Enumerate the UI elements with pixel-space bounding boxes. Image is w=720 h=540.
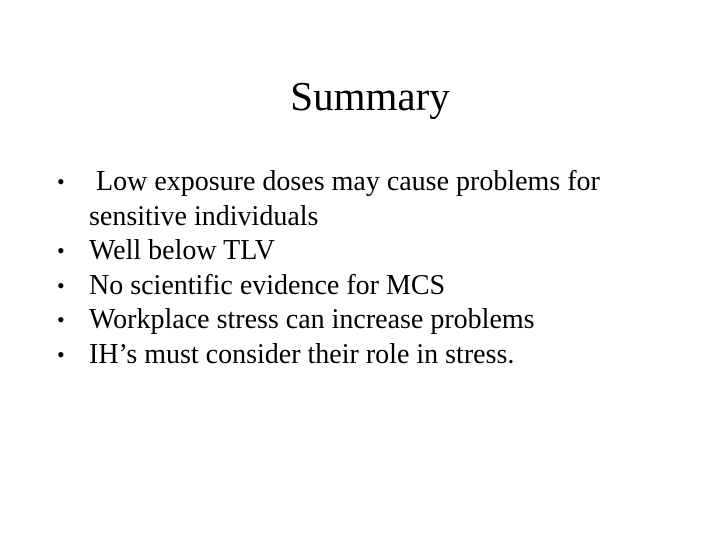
bullet-item: [0, 234, 720, 269]
bullet-item: [0, 165, 720, 234]
slide-title: Summary: [290, 73, 450, 119]
bullet-text: Workplace stress can increase problems: [89, 304, 535, 335]
bullet-item: [0, 338, 720, 373]
bullet-text: Well below TLV: [89, 235, 275, 266]
bullet-item: [0, 303, 720, 338]
bullet-icon: •: [57, 169, 65, 194]
bullet-icon: •: [57, 272, 65, 298]
bullet-text: No scientific evidence for MCS: [89, 269, 446, 301]
bullet-icon: •: [57, 307, 65, 332]
bullet-text: Low exposure doses may cause problems for sensitive individuals: [89, 166, 607, 232]
bullet-icon: •: [57, 238, 65, 263]
bullet-text: IH’s must consider their role in stress.: [89, 338, 515, 370]
bullet-icon: •: [57, 341, 65, 367]
bullet-item: [0, 269, 720, 304]
bullet-list: [0, 165, 720, 372]
